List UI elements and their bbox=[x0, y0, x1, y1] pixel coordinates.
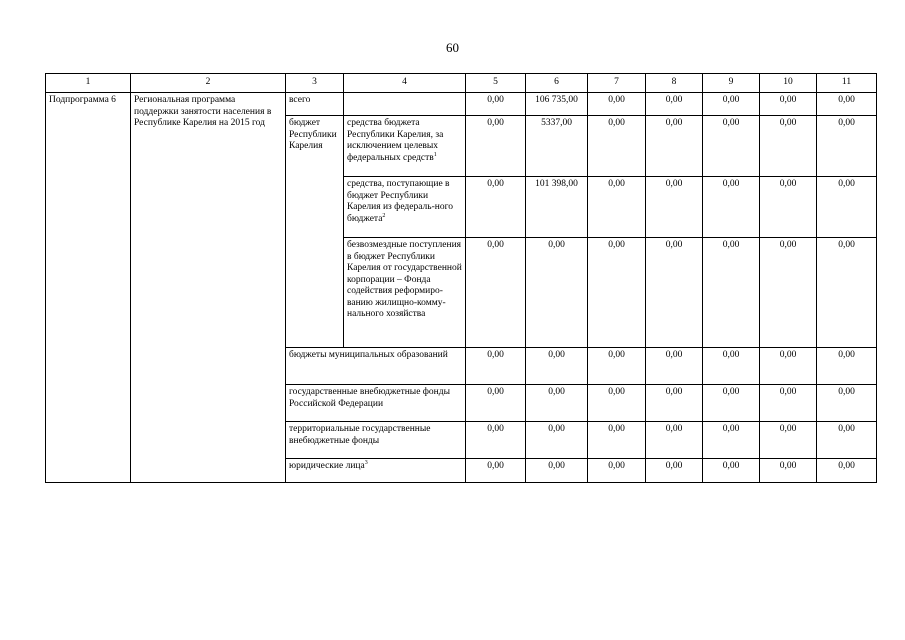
value-cell: 0,00 bbox=[526, 385, 588, 422]
value-cell: 0,00 bbox=[817, 93, 877, 116]
value-cell: 0,00 bbox=[646, 93, 703, 116]
header-row bbox=[46, 74, 877, 93]
value-cell: 0,00 bbox=[703, 177, 760, 238]
header-cell: 4 bbox=[344, 74, 466, 93]
value-cell: 101 398,00 bbox=[526, 177, 588, 238]
source-cell: бюджеты муниципальных образований bbox=[286, 348, 466, 385]
value-cell: 0,00 bbox=[646, 177, 703, 238]
table-row bbox=[46, 93, 877, 116]
value-cell: 106 735,00 bbox=[526, 93, 588, 116]
value-cell: 0,00 bbox=[817, 116, 877, 177]
value-cell: 0,00 bbox=[526, 238, 588, 348]
value-cell: 0,00 bbox=[817, 459, 877, 483]
source-cell bbox=[286, 459, 466, 483]
value-cell: 0,00 bbox=[703, 422, 760, 459]
header-cell: 1 bbox=[46, 74, 131, 93]
header-cell: 8 bbox=[646, 74, 703, 93]
value-cell: 0,00 bbox=[760, 422, 817, 459]
value-cell: 0,00 bbox=[588, 348, 646, 385]
value-cell: 0,00 bbox=[760, 177, 817, 238]
value-cell: 5337,00 bbox=[526, 116, 588, 177]
header-cell: 2 bbox=[131, 74, 286, 93]
value-cell: 0,00 bbox=[526, 422, 588, 459]
value-cell: 0,00 bbox=[588, 385, 646, 422]
value-cell: 0,00 bbox=[646, 459, 703, 483]
value-cell: 0,00 bbox=[466, 385, 526, 422]
value-cell: 0,00 bbox=[588, 93, 646, 116]
footnote-mark: 1 bbox=[433, 151, 437, 158]
value-cell: 0,00 bbox=[817, 385, 877, 422]
source-text: юридические лица bbox=[289, 461, 365, 471]
value-cell: 0,00 bbox=[703, 459, 760, 483]
value-cell: 0,00 bbox=[646, 116, 703, 177]
header-cell: 11 bbox=[817, 74, 877, 93]
value-cell: 0,00 bbox=[588, 116, 646, 177]
detail-text: средства, поступающие в бюджет Республики Карелия из федераль-ного бюджета bbox=[347, 179, 454, 224]
value-cell: 0,00 bbox=[646, 385, 703, 422]
value-cell: 0,00 bbox=[703, 385, 760, 422]
footnote-mark: 2 bbox=[382, 212, 386, 219]
source-cell: государственные внебюджетные фонды Российской Федерации bbox=[286, 385, 466, 422]
footnote-mark: 3 bbox=[364, 459, 368, 466]
page-number: 60 bbox=[446, 40, 459, 55]
detail-cell bbox=[344, 116, 466, 177]
value-cell: 0,00 bbox=[646, 348, 703, 385]
header-cell: 3 bbox=[286, 74, 344, 93]
value-cell: 0,00 bbox=[817, 348, 877, 385]
value-cell: 0,00 bbox=[817, 177, 877, 238]
value-cell: 0,00 bbox=[526, 459, 588, 483]
header-cell: 7 bbox=[588, 74, 646, 93]
header-cell: 9 bbox=[703, 74, 760, 93]
value-cell: 0,00 bbox=[760, 348, 817, 385]
value-cell: 0,00 bbox=[466, 177, 526, 238]
detail-cell: безвозмездные поступления в бюджет Республики Карелия от государственной корпорации – Фонда содействия реформиро-ванию жилищно-комму-нального хозяйства bbox=[344, 238, 466, 348]
header-cell: 5 bbox=[466, 74, 526, 93]
value-cell: 0,00 bbox=[760, 385, 817, 422]
value-cell: 0,00 bbox=[646, 238, 703, 348]
subprogram-title: Региональная программа поддержки занятости населения в Республике Карелия на 2015 год bbox=[131, 93, 286, 483]
source-cell: бюджет Республики Карелия bbox=[286, 116, 344, 348]
source-cell: территориальные государственные внебюджетные фонды bbox=[286, 422, 466, 459]
value-cell: 0,00 bbox=[760, 93, 817, 116]
value-cell: 0,00 bbox=[466, 93, 526, 116]
value-cell: 0,00 bbox=[466, 459, 526, 483]
detail-cell bbox=[344, 93, 466, 116]
value-cell: 0,00 bbox=[588, 177, 646, 238]
budget-table bbox=[45, 73, 877, 483]
value-cell: 0,00 bbox=[466, 348, 526, 385]
value-cell: 0,00 bbox=[588, 422, 646, 459]
value-cell: 0,00 bbox=[466, 238, 526, 348]
value-cell: 0,00 bbox=[703, 238, 760, 348]
source-cell: всего bbox=[286, 93, 344, 116]
header-cell: 6 bbox=[526, 74, 588, 93]
detail-cell bbox=[344, 177, 466, 238]
value-cell: 0,00 bbox=[646, 422, 703, 459]
value-cell: 0,00 bbox=[817, 422, 877, 459]
value-cell: 0,00 bbox=[466, 422, 526, 459]
value-cell: 0,00 bbox=[703, 93, 760, 116]
value-cell: 0,00 bbox=[760, 459, 817, 483]
value-cell: 0,00 bbox=[703, 348, 760, 385]
header-cell: 10 bbox=[760, 74, 817, 93]
value-cell: 0,00 bbox=[466, 116, 526, 177]
subprogram-code: Подпрограмма 6 bbox=[46, 93, 131, 483]
value-cell: 0,00 bbox=[760, 116, 817, 177]
value-cell: 0,00 bbox=[588, 238, 646, 348]
value-cell: 0,00 bbox=[760, 238, 817, 348]
value-cell: 0,00 bbox=[817, 238, 877, 348]
value-cell: 0,00 bbox=[526, 348, 588, 385]
value-cell: 0,00 bbox=[703, 116, 760, 177]
value-cell: 0,00 bbox=[588, 459, 646, 483]
detail-text: средства бюджета Республики Карелия, за исключением целевых федеральных средств bbox=[347, 118, 444, 163]
